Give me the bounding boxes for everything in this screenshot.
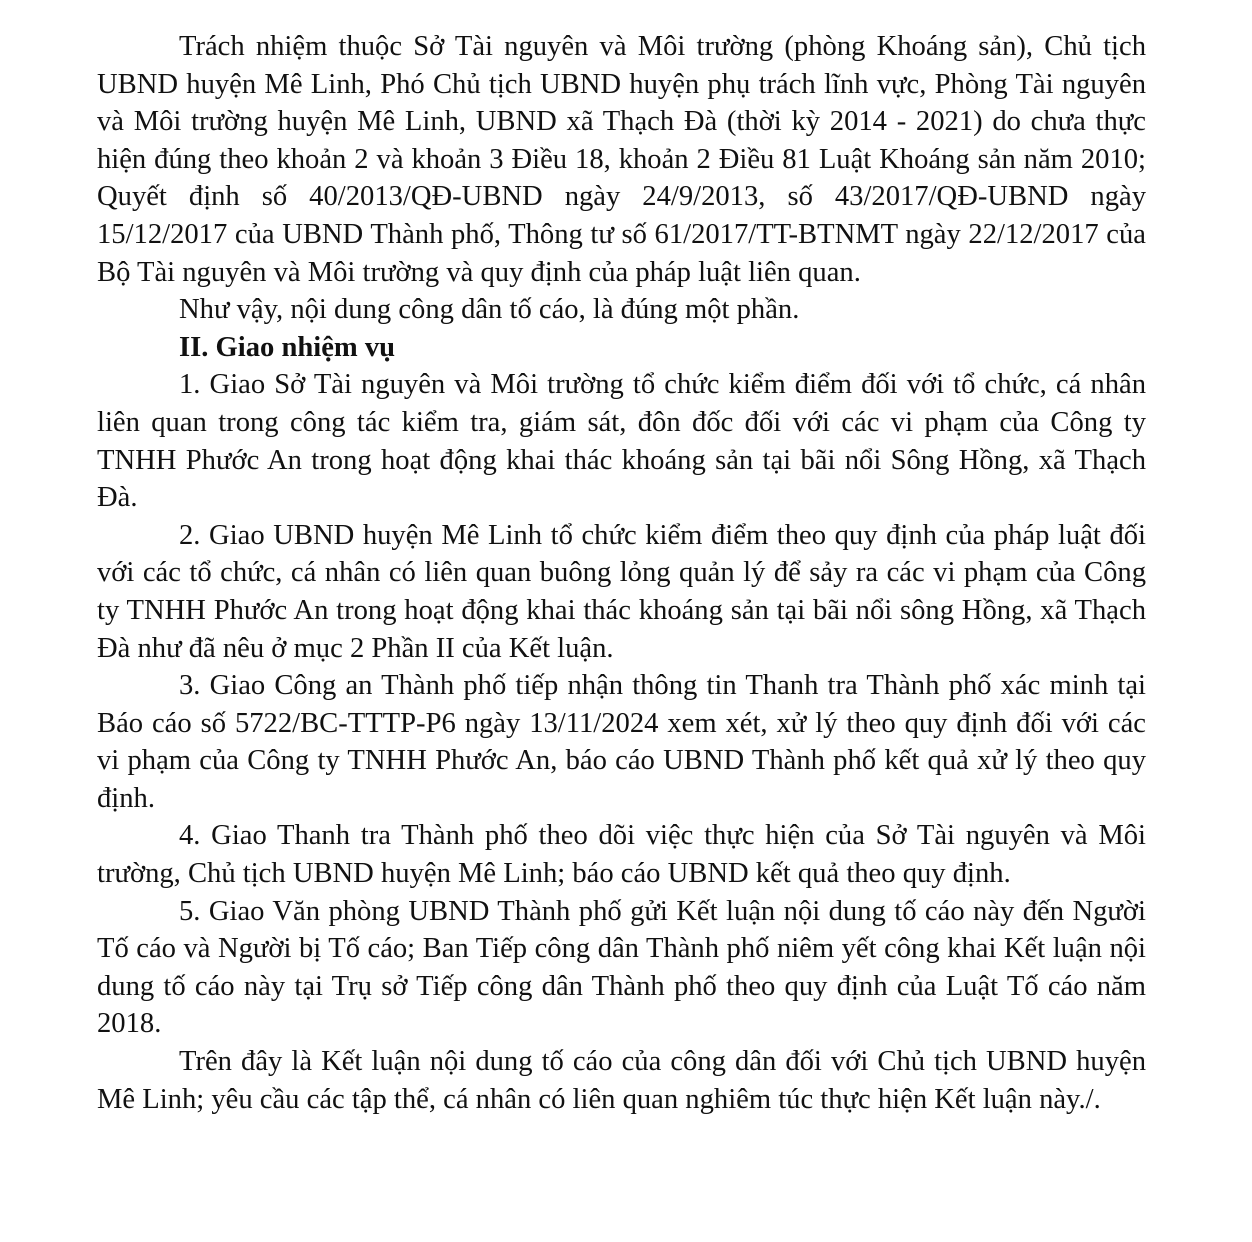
paragraph-responsibility: Trách nhiệm thuộc Sở Tài nguyên và Môi trường (phòng Khoáng sản), Chủ tịch UBND huyện Mê Linh, Phó Chủ tịch UBND huyện phụ trách lĩnh vực, Phòng Tài nguyên và Môi trường huyện Mê Linh, UBND xã Thạch Đà (thời kỳ 2014 - 2021) do chưa thực hiện đúng theo khoản 2 và khoản 3 Điều 18, khoản 2 Điều 81 Luật Khoáng sản năm 2010; Quyết định số 40/2013/QĐ-UBND ngày 24/9/2013, số 43/2017/QĐ-UBND ngày 15/12/2017 của UBND Thành phố, Thông tư số 61/2017/TT-BTNMT ngày 22/12/2017 của Bộ Tài nguyên và Môi trường và quy định của pháp luật liên quan. — [97, 31, 1146, 288]
paragraph-conclusion: Như vậy, nội dung công dân tố cáo, là đúng một phần. — [179, 294, 800, 326]
task-item-1: 1. Giao Sở Tài nguyên và Môi trường tổ chức kiểm điểm đối với tổ chức, cá nhân liên quan trong công tác kiểm tra, giám sát, đôn đốc đối với các vi phạm của Công ty TNHH Phước An trong hoạt động khai thác khoáng sản tại bãi nổi Sông Hồng, xã Thạch Đà. — [97, 369, 1146, 514]
section-heading-tasks: II. Giao nhiệm vụ — [179, 331, 396, 363]
task-item-4: 4. Giao Thanh tra Thành phố theo dõi việc thực hiện của Sở Tài nguyên và Môi trường, Chủ tịch UBND huyện Mê Linh; báo cáo UBND kết quả theo quy định. — [97, 820, 1146, 890]
paragraph-closing: Trên đây là Kết luận nội dung tố cáo của công dân đối với Chủ tịch UBND huyện Mê Linh; yêu cầu các tập thể, cá nhân có liên quan nghiêm túc thực hiện Kết luận này./. — [97, 1046, 1146, 1115]
task-item-3: 3. Giao Công an Thành phố tiếp nhận thông tin Thanh tra Thành phố xác minh tại Báo cáo số 5722/BC-TTTP-P6 ngày 13/11/2024 xem xét, xử lý theo quy định đối với các vi phạm của Công ty TNHH Phước An, báo cáo UBND Thành phố kết quả xử lý theo quy định. — [97, 670, 1146, 814]
task-item-5: 5. Giao Văn phòng UBND Thành phố gửi Kết luận nội dung tố cáo này đến Người Tố cáo và Người bị Tố cáo; Ban Tiếp công dân Thành phố niêm yết công khai Kết luận nội dung tố cáo này tại Trụ sở Tiếp công dân Thành phố theo quy định của Luật Tố cáo năm 2018. — [97, 895, 1146, 1040]
task-item-2: 2. Giao UBND huyện Mê Linh tổ chức kiểm điểm theo quy định của pháp luật đối với các tổ chức, cá nhân có liên quan buông lỏng quản lý để sảy ra các vi phạm của Công ty TNHH Phước An trong hoạt động khai thác khoáng sản tại bãi nổi sông Hồng, xã Thạch Đà như đã nêu ở mục 2 Phần II của Kết luận. — [97, 519, 1146, 664]
